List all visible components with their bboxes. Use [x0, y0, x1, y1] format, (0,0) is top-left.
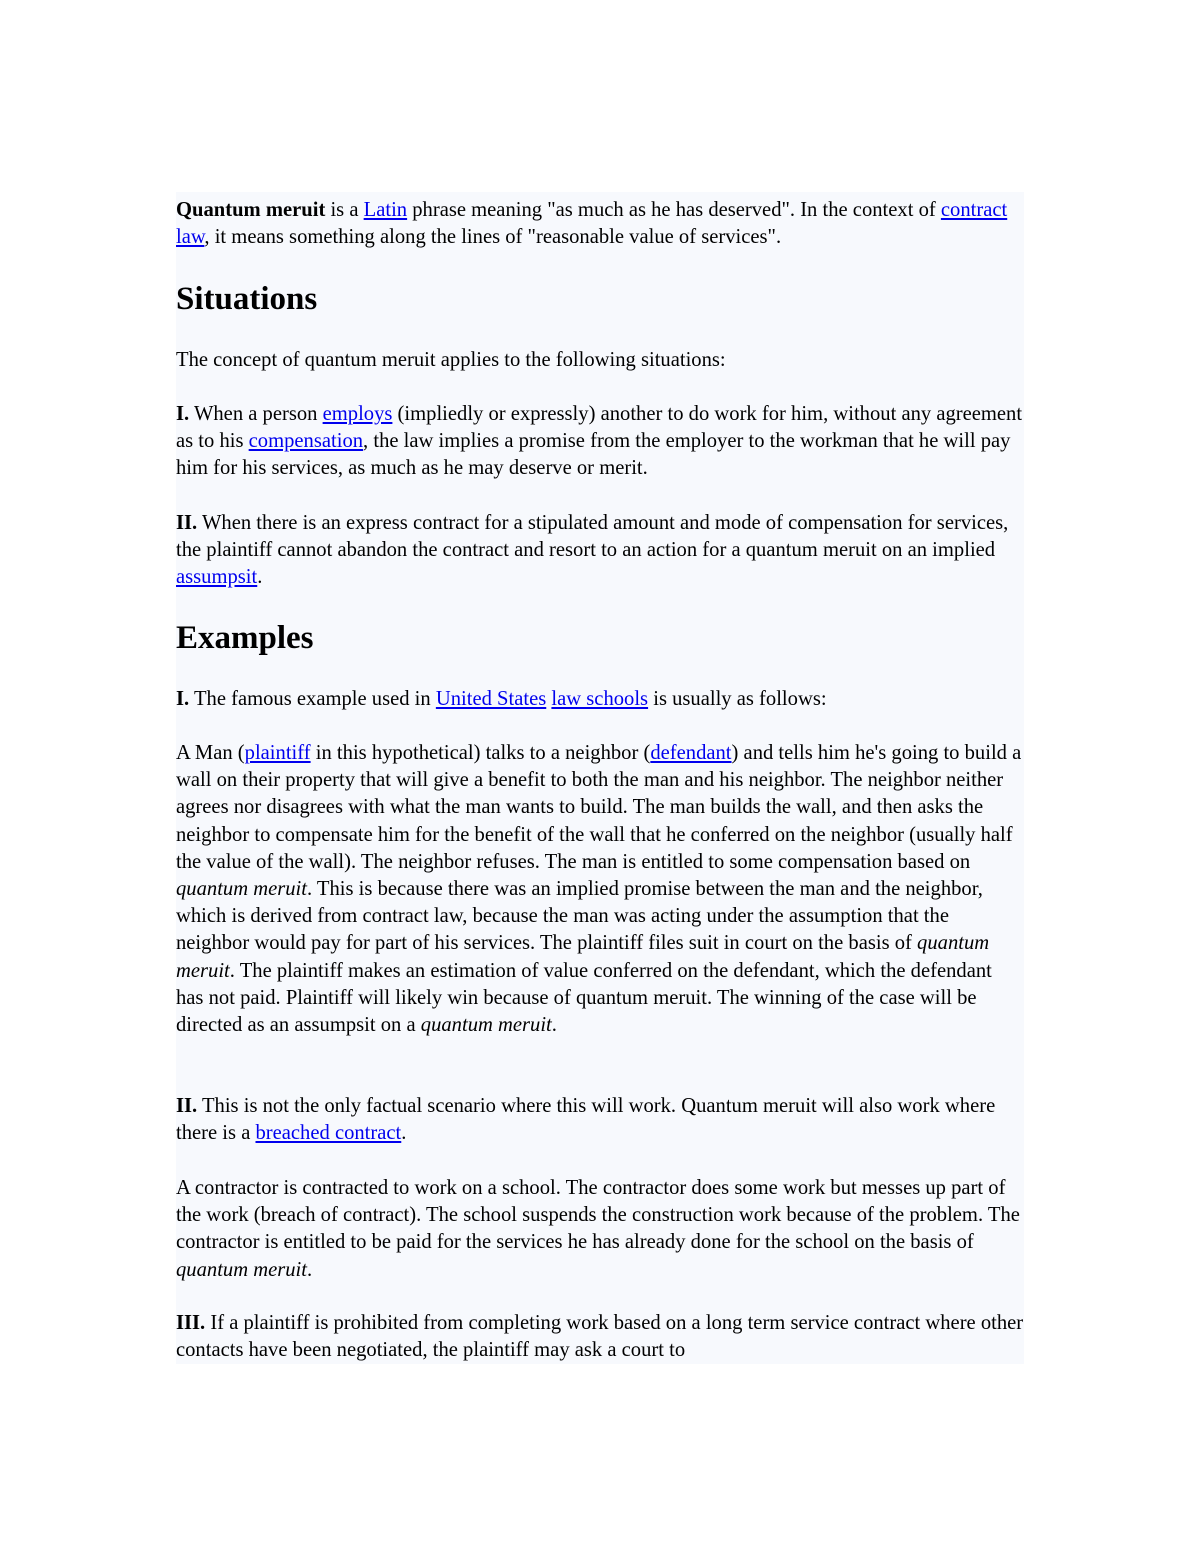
heading-examples: Examples	[176, 620, 314, 656]
example-3: III. If a plaintiff is prohibited from completing work based on a long term service contract where other contacts have been negotiated, the plaintiff may ask a court to	[176, 1312, 1024, 1362]
link-law[interactable]: law	[176, 226, 205, 249]
link-law-schools[interactable]: law schools	[551, 688, 649, 710]
example-2-body: A contractor is contracted to work on a school. The contractor does some work but messes up part of the work (breach of contract). The school suspends the construction work because of the problem. The contractor is entitled to be paid for the services he has already done for the school on the basis of quantum meruit.	[176, 1177, 1020, 1281]
link-compensation[interactable]: compensation	[248, 430, 364, 453]
article-body	[176, 192, 1024, 1364]
intro-paragraph: Quantum meruit is a Latin phrase meaning "as much as he has deserved". In the context of contract law, it means something along the lines of "reasonable value of services".	[176, 199, 1008, 249]
link-latin[interactable]: Latin	[363, 199, 408, 221]
situations-lead: The concept of quantum meruit applies to the following situations:	[176, 349, 726, 371]
link-defendant[interactable]: defendant	[650, 742, 732, 764]
link-assumpsit[interactable]: assumpsit	[176, 566, 258, 589]
link-united-states[interactable]: United States	[435, 688, 547, 710]
link-employs[interactable]: employs	[322, 403, 393, 425]
situation-item-1: I. When a person employs (impliedly or expressly) another to do work for him, without any agreement as to his compensation, the law implies a promise from the employer to the workman that he will pay him for his services, as much as he may deserve or merit.	[176, 403, 1023, 480]
example-1-intro: I. The famous example used in United States law schools is usually as follows:	[176, 688, 827, 710]
heading-situations: Situations	[176, 281, 318, 317]
term-quantum-meruit: Quantum meruit	[176, 199, 326, 221]
link-contract[interactable]: contract	[940, 199, 1008, 221]
situation-item-2: II. When there is an express contract for a stipulated amount and mode of compensation for services, the plaintiff cannot abandon the contract and resort to an action for a quantum meruit on an implied assumpsit.	[176, 512, 1009, 589]
link-plaintiff[interactable]: plaintiff	[244, 742, 311, 764]
link-breached-contract[interactable]: breached contract	[255, 1122, 402, 1145]
example-1-body: A Man (plaintiff in this hypothetical) talks to a neighbor (defendant) and tells him he's going to build a wall on their property that will give a benefit to both the man and his neighbor. The neighbor neither agrees nor disagrees with what the man wants to build. The man builds the wall, and then asks the neighbor to compensate him for the benefit of the wall that he conferred on the neighbor (usually half the value of the wall). The neighbor refuses. The man is entitled to some compensation based on quantum meruit. This is because there was an implied promise between the man and the neighbor, which is derived from contract law, because the man was acting under the assumption that the neighbor would pay for part of his services. The plaintiff files suit in court on the basis of quantum meruit. The plaintiff makes an estimation of value conferred on the defendant, which the defendant has not paid. Plaintiff will likely win because of quantum meruit. The winning of the case will be directed as an assumpsit on a quantum meruit.	[176, 742, 1022, 1037]
example-2-intro: II. This is not the only factual scenario where this will work. Quantum meruit will also work where there is a breached contract.	[176, 1095, 996, 1145]
